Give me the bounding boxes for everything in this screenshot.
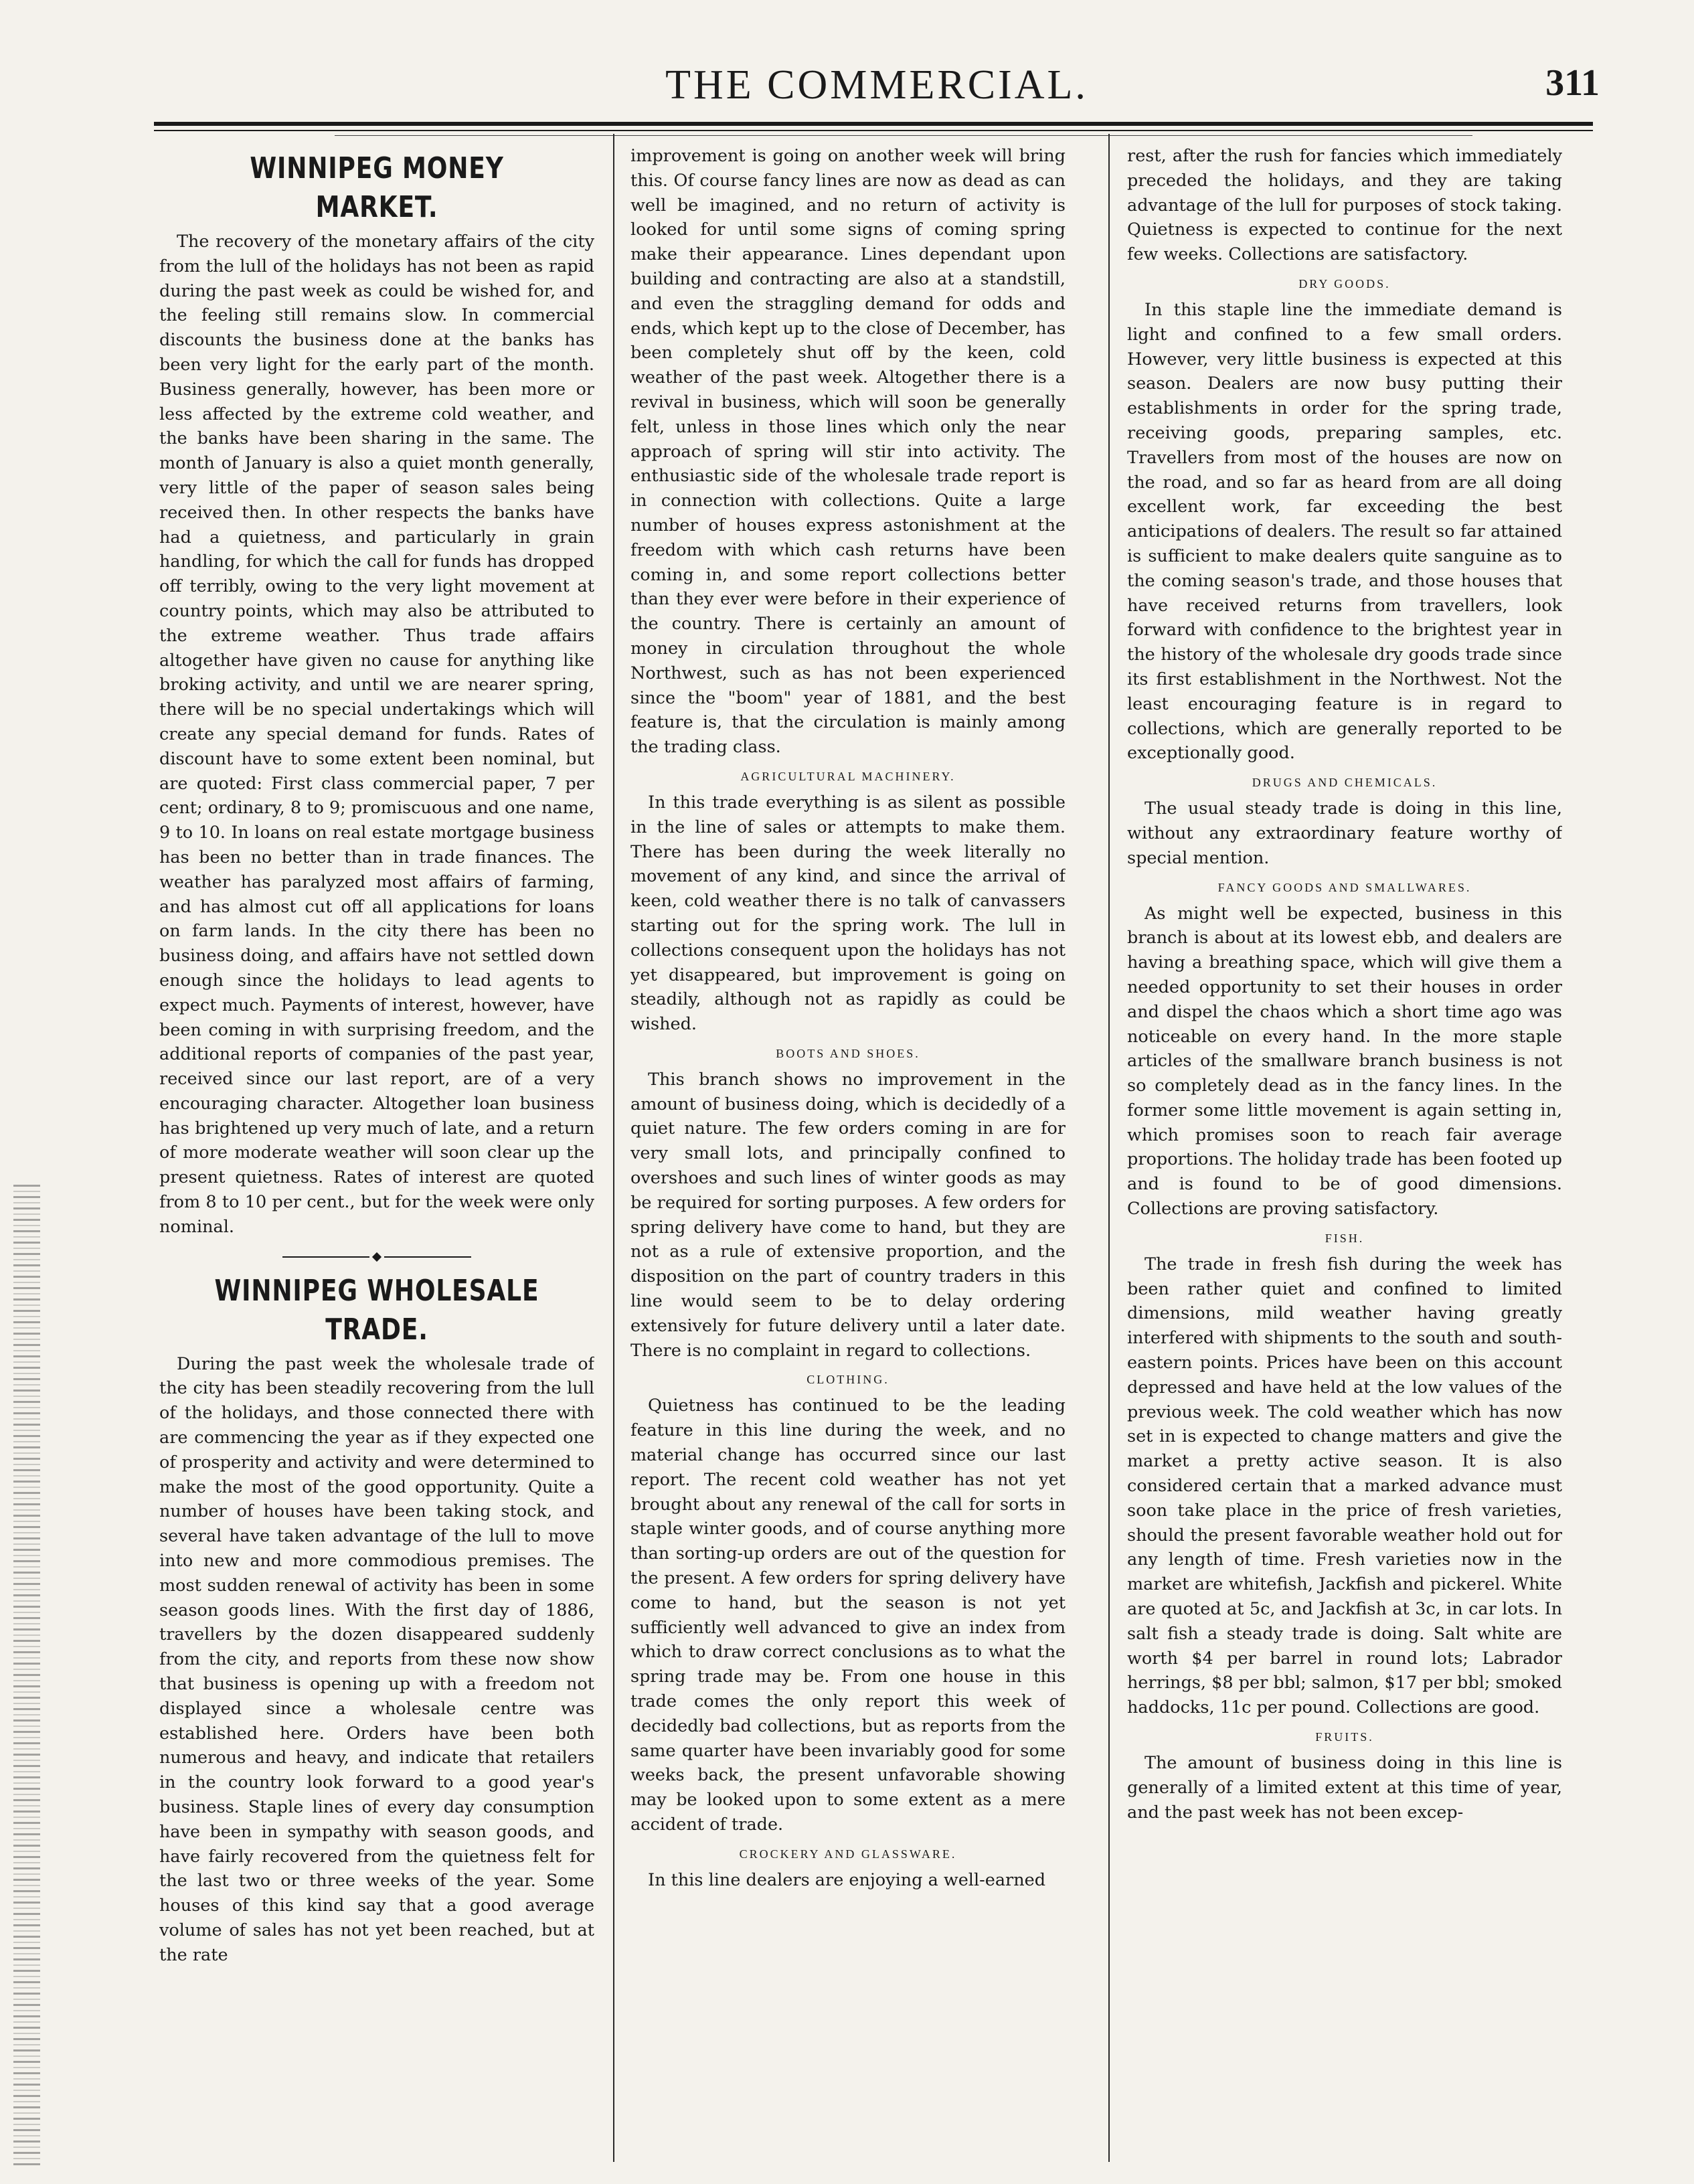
fish-body: The trade in fresh fish during the week has been rather quiet and confined to limited dimensions, mild weather having greatly interfered with shipments to the south and south-eastern points. Prices have been on this account depressed and have held at the low values of the previous week. The cold weather which has now set in is expected to change matters and give the market a pretty active season. It is also considered certain that a marked advance must soon take place in the price of fresh varieties, should the present favorable weather hold out for any length of time. Fresh varieties now in the market are whitefish, Jackfish and pickerel. White are quoted at 5c, and Jackfish at 3c, in car lots. In salt fish a steady trade is doing. Salt white are worth $4 per barrel in round lots; Labrador herrings, $8 per bbl; salmon, $17 per bbl; smoked haddocks, 11c per pound. Collections are good.: [1127, 1254, 1562, 1718]
dry-goods-heading: DRY GOODS.: [1298, 276, 1391, 290]
dry-goods-body: In this staple line the immediate demand is light and confined to a few small orders. However, very little business is expected at this season. Dealers are now busy putting their establishments in order for the spring trade, receiving goods, preparing samples, etc. Travellers from most of the houses are now on the road, and so far as heard from are all doing excellent work, far exceeding the best anticipations of dealers. The result so far attained is sufficient to make dealers quite sanguine as to the coming season's trade, and those houses that have received returns from travellers, look forward with confidence to the brightest year in the history of the wholesale dry goods trade since its first establishment in the Northwest. Not the least encouraging feature is in regard to collections, which are generally reported to be exceptionally good.: [1127, 299, 1562, 764]
header-rule-thick: [154, 122, 1593, 126]
page-header: [154, 62, 1600, 115]
drugs-chemicals-body: The usual steady trade is doing in this line, without any extraordinary feature worthy of special mention.: [1127, 799, 1562, 868]
crockery-glassware-heading: CROCKERY AND GLASSWARE.: [739, 1847, 957, 1861]
wholesale-trade-continued: improvement is going on another week will bring this. Of course fancy lines are now as dead as can well be imagined, and no return of activity is looked for until some signs of coming spring make their appearance. Lines dependant upon building and contracting are also at a standstill, and even the straggling demand for odds and ends, which kept up to the close of December, has been completely shut off by the keen, cold weather of the past week. Altogether there is a revival in business, which will soon be generally felt, unless in those lines which only the near approach of spring will stir into activity. The enthusiastic side of the wholesale trade report is in connection with collections. Quite a large number of houses express astonishment at the freedom with which cash returns have been coming in, and some report collections better than they ever were before in their experience of the country. There is certainly an amount of money in circulation throughout the whole Northwest, such as has not been experienced since the "boom" year of 1881, and the best feature is, that the circulation is mainly among the trading class.: [630, 146, 1066, 758]
fruits-heading: FRUITS.: [1315, 1730, 1374, 1744]
clothing-heading: CLOTHING.: [807, 1373, 890, 1387]
money-market-headline: WINNIPEG MONEY MARKET.: [250, 151, 504, 224]
header-rule-thin: [154, 130, 1593, 131]
column-3: [1127, 144, 1562, 2145]
clothing-body: Quietness has continued to be the leading feature in this line during the week, and no material change has occurred since our last report. The recent cold weather has not yet brought about any renewal of the call for sorts in staple winter goods, and of course anything more than sorting-up orders are out of the question for the present. A few orders for spring delivery have come to hand, but the season is not yet sufficiently well advanced to give an index from which to draw correct conclusions as to what the spring trade may be. From one house in this trade comes the only report this week of decidedly bad collections, but as reports from the same quarter have been invariably good for some weeks back, the present unfavorable showing may be looked upon to some extent as a mere accident of trade.: [630, 1396, 1066, 1835]
running-title: THE COMMERCIAL.: [665, 62, 1088, 108]
boots-shoes-body: This branch shows no improvement in the amount of business doing, which is decidedly of a quiet nature. The few orders coming in are for very small lots, and principally confined to overshoes and such lines of winter goods as may be required for sorting purposes. A few orders for spring delivery have come to hand, but they are not as a rule of extensive proportion, and the disposition on the part of country traders in this line would seem to be to delay ordering extensively for future delivery until a later date. There is no complaint in regard to collections.: [630, 1069, 1066, 1361]
wholesale-trade-body: During the past week the wholesale trade of the city has been steadily recovering from the lull of the holidays, and those connected there with are commencing the year as if they expected one of prosperity and activity and were determined to make the most of the good opportunity. Quite a number of houses have been taking stock, and several have taken advantage of the lull to move into new and more commodious premises. The most sudden renewal of activity has been in some season goods lines. With the first day of 1886, travellers by the dozen disappeared suddenly from the city, and reports from these now show that business is opening up with a freedom not displayed since a wholesale centre was established here. Orders have been both numerous and heavy, and indicate that retailers in the country look forward to a good year's business. Staple lines of every day consumption have been in sympathy with season goods, and have fairly recovered from the quietness felt for the last two or three weeks of the year. Some houses of this kind say that a good average volume of sales has not yet been reached, but at the rate: [159, 1353, 594, 1965]
scan-edge-bleed: [13, 1185, 40, 2169]
page-number: 311: [1545, 62, 1600, 104]
agricultural-machinery-heading: AGRICULTURAL MACHINERY.: [740, 769, 956, 783]
article-divider: [159, 1246, 594, 1266]
header-rule-hair: [335, 135, 1472, 136]
column-2: [630, 144, 1066, 2145]
fruits-body: The amount of business doing in this line is generally of a limited extent at this time of year, and the past week has not been excep-: [1127, 1753, 1562, 1823]
column-divider: [1108, 134, 1110, 2162]
column-1: [159, 144, 594, 2145]
fish-heading: FISH.: [1325, 1231, 1365, 1245]
agricultural-machinery-body: In this trade everything is as silent as possible in the line of sales or attempts to make them. There has been during the week literally no movement of any kind, and since the arrival of keen, cold weather there is no talk of canvassers starting out for the spring work. The lull in collections consequent upon the holidays has not yet disappeared, but improvement is going on steadily, although not as rapidly as could be wished.: [630, 792, 1066, 1035]
fancy-goods-body: As might well be expected, business in this branch is about at its lowest ebb, and dealers are having a breathing space, which will give them a needed opportunity to set their houses in order and dispel the chaos which a short time ago was noticeable on every hand. In the more staple articles of the smallware branch business is not so completely dead as in the fancy lines. In the former some little movement is again setting in, which promises soon to reach fair average proportions. The holiday trade has been footed up and is found to be of good dimensions. Collections are proving satisfactory.: [1127, 903, 1562, 1220]
crockery-continued: rest, after the rush for fancies which immediately preceded the holidays, and they are taking advantage of the lull for purposes of stock taking. Quietness is expected to continue for the next few weeks. Collections are satisfactory.: [1127, 146, 1562, 265]
crockery-glassware-body: In this line dealers are enjoying a well-earned: [648, 1869, 1046, 1890]
wholesale-trade-headline: WINNIPEG WHOLESALE TRADE.: [214, 1273, 539, 1347]
money-market-body: The recovery of the monetary affairs of the city from the lull of the holidays has not been as rapid during the past week as could be wished for, and the feeling still remains slow. In commercial discounts the business done at the banks has been very light for the early part of the month. Business generally, however, has been more or less affected by the extreme cold weather, and the banks have been sharing in the same. The month of January is also a quiet month generally, very little of the paper of season sales being received then. In other respects the banks have had a quietness, and particularly in grain handling, for which the call for funds has dropped off terribly, owing to the very light movement at country points, which may also be attributed to the extreme weather. Thus trade affairs altogether have given no cause for anything like broking activity, and until we are nearer spring, there will be no special undertakings which will create any special demand for funds. Rates of discount have to some extent been nominal, but are quoted: First class commercial paper, 7 per cent; ordinary, 8 to 9; promiscuous and one name, 9 to 10. In loans on real estate mortgage business has been no better than in trade finances. The weather has paralyzed most affairs of farming, and has almost cut off all applications for loans on farm lands. In the city there has been no business doing, and affairs have not settled down enough since the holidays to lead agents to expect much. Payments of interest, however, have been coming in with surprising freedom, and the additional reports of companies of the past year, received since our last report, are of a very encouraging character. Altogether loan business has brightened up very much of late, and a return of more moderate weather will soon clear up the present quietness. Rates of interest are quoted from 8 to 10 per cent., but for the week were only nominal.: [159, 232, 594, 1237]
drugs-chemicals-heading: DRUGS AND CHEMICALS.: [1252, 776, 1438, 790]
fancy-goods-heading: FANCY GOODS AND SMALLWARES.: [1217, 880, 1472, 894]
boots-shoes-heading: BOOTS AND SHOES.: [776, 1046, 920, 1060]
column-divider: [613, 134, 614, 2162]
